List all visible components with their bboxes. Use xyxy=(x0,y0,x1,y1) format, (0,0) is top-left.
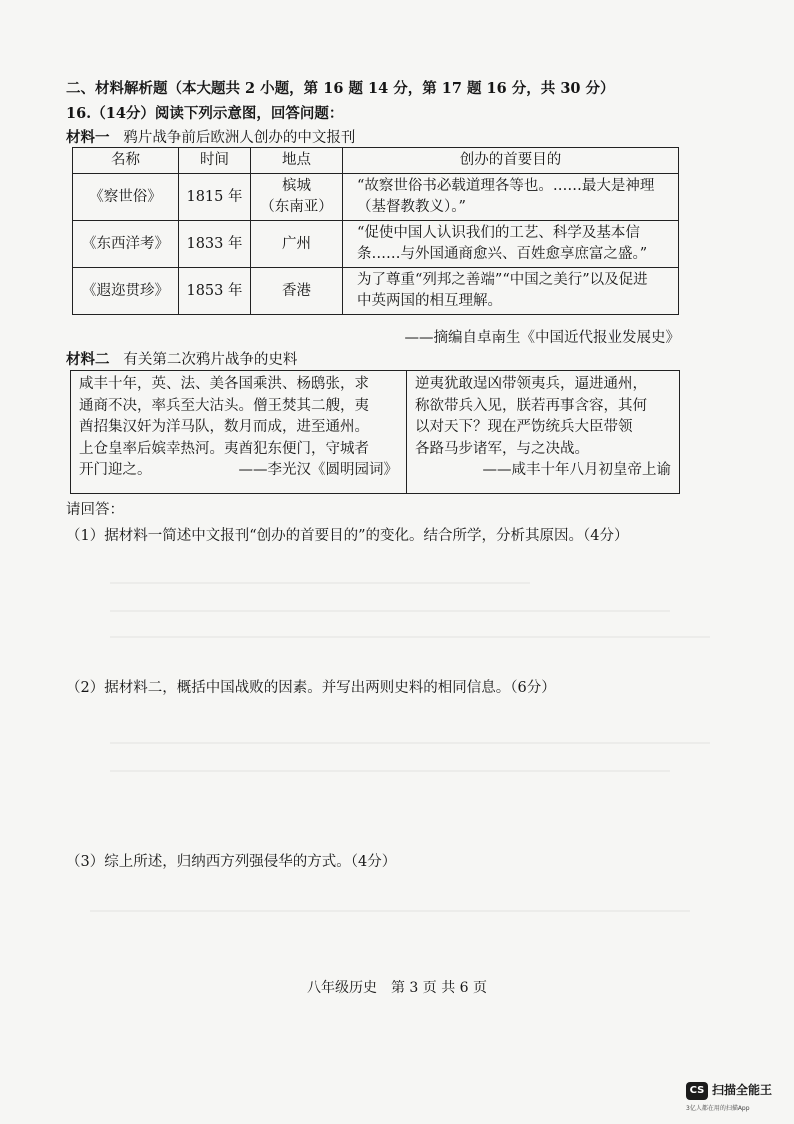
material2-caption xyxy=(66,350,297,370)
place-line: 槟城 xyxy=(282,178,311,194)
text-line: 各路马步诸军，与之决战。 xyxy=(415,440,589,457)
question-1: （1）据材料一简述中文报刊“创办的首要目的”的变化。结合所学，分析其原因。（4分） xyxy=(66,528,629,544)
question-2: （2）据材料二，概括中国战败的因素。并写出两则史料的相同信息。（6分） xyxy=(66,680,556,696)
answer-prompt: 请回答： xyxy=(66,502,124,518)
answer-area-1[interactable] xyxy=(66,552,726,672)
material1-title: 鸦片战争前后欧洲人创办的中文报刊 xyxy=(123,130,356,146)
material2-right-column xyxy=(407,371,679,493)
scanner-tagline: 3亿人都在用的扫描App xyxy=(686,1105,750,1112)
scanner-logo-icon: CS xyxy=(686,1082,708,1100)
place-line: （东南亚） xyxy=(260,199,333,215)
material2-box xyxy=(70,370,680,494)
question-3: （3）综上所述，归纳西方列强侵华的方式。（4分） xyxy=(66,854,397,870)
text-line: 以对天下？现在严饬统兵大臣带领 xyxy=(415,419,633,435)
page-footer: 八年级历史 第 3 页 共 6 页 xyxy=(306,980,488,996)
cell-name: 《东西洋考》 xyxy=(73,221,179,268)
purpose-line: 中英两国的相互理解。 xyxy=(357,293,502,309)
purpose-line: （基督教教义）。” xyxy=(357,199,466,215)
cell-purpose xyxy=(343,174,679,221)
cell-time: 1853 年 xyxy=(179,268,251,315)
table-row xyxy=(73,174,679,221)
text-line: 通商不决，率兵至大沽头。僧王焚其二艘，夷 xyxy=(79,397,369,414)
material1-label: 材料一 xyxy=(66,129,110,146)
text-line: 咸丰十年，英、法、美各国乘洪、杨鸱张，求 xyxy=(79,376,369,392)
left-source: ——李光汉《圆明园词》 xyxy=(238,462,398,478)
left-last-text: 开门迎之。 xyxy=(79,462,152,478)
material2-left-column xyxy=(71,371,407,493)
purpose-line: 条……与外国通商愈兴、百姓愈享庶富之盛。” xyxy=(357,246,648,262)
text-line: 酋招集汉奸为洋马队，数月而成，进至通州。 xyxy=(79,419,369,435)
table-header-row xyxy=(73,148,679,174)
section-heading: 二、材料解析题（本大题共 2 小题，第 16 题 14 分，第 17 题 16 分，共 30 分） xyxy=(66,80,615,97)
header-purpose: 创办的首要目的 xyxy=(343,148,679,174)
answer-area-3[interactable] xyxy=(66,878,726,968)
text-line xyxy=(79,460,398,482)
text-line: 称欲带兵入见，朕若再事含容，其何 xyxy=(415,397,647,414)
material1-source: ——摘编自卓南生《中国近代报业发展史》 xyxy=(404,330,680,346)
material2-title: 有关第二次鸦片战争的史料 xyxy=(123,352,298,368)
material1-caption xyxy=(66,128,355,148)
material2-label: 材料二 xyxy=(66,351,110,368)
question-16-title: 16.（14分）阅读下列示意图，回答问题： xyxy=(66,105,344,122)
cell-time: 1833 年 xyxy=(179,221,251,268)
cell-place: 广州 xyxy=(251,221,343,268)
cell-name: 《遐迩贯珍》 xyxy=(73,268,179,315)
newspaper-table xyxy=(72,147,679,315)
cell-place xyxy=(251,174,343,221)
text-line: 逆夷犹敢逞凶带领夷兵，逼进通州， xyxy=(415,376,647,392)
cell-purpose xyxy=(343,268,679,315)
header-name: 名称 xyxy=(73,148,179,174)
scanner-app-name: 扫描全能王 xyxy=(712,1083,773,1097)
cell-time: 1815 年 xyxy=(179,174,251,221)
cell-name: 《察世俗》 xyxy=(73,174,179,221)
purpose-line: “促使中国人认识我们的工艺、科学及基本信 xyxy=(357,225,640,241)
header-time: 时间 xyxy=(179,148,251,174)
purpose-line: 为了尊重“列邦之善端”“中国之美行”以及促进 xyxy=(357,272,648,288)
cell-purpose xyxy=(343,221,679,268)
right-source: ——咸丰十年八月初皇帝上谕 xyxy=(482,462,671,478)
table-row xyxy=(73,221,679,268)
header-place: 地点 xyxy=(251,148,343,174)
answer-area-2[interactable] xyxy=(66,704,726,844)
purpose-line: “故察世俗书必载道理各等也。……最大是神理 xyxy=(357,178,655,194)
text-line: 上仓皇率后嫔幸热河。夷酋犯东便门，守城者 xyxy=(79,440,369,457)
table-row xyxy=(73,268,679,315)
cell-place: 香港 xyxy=(251,268,343,315)
